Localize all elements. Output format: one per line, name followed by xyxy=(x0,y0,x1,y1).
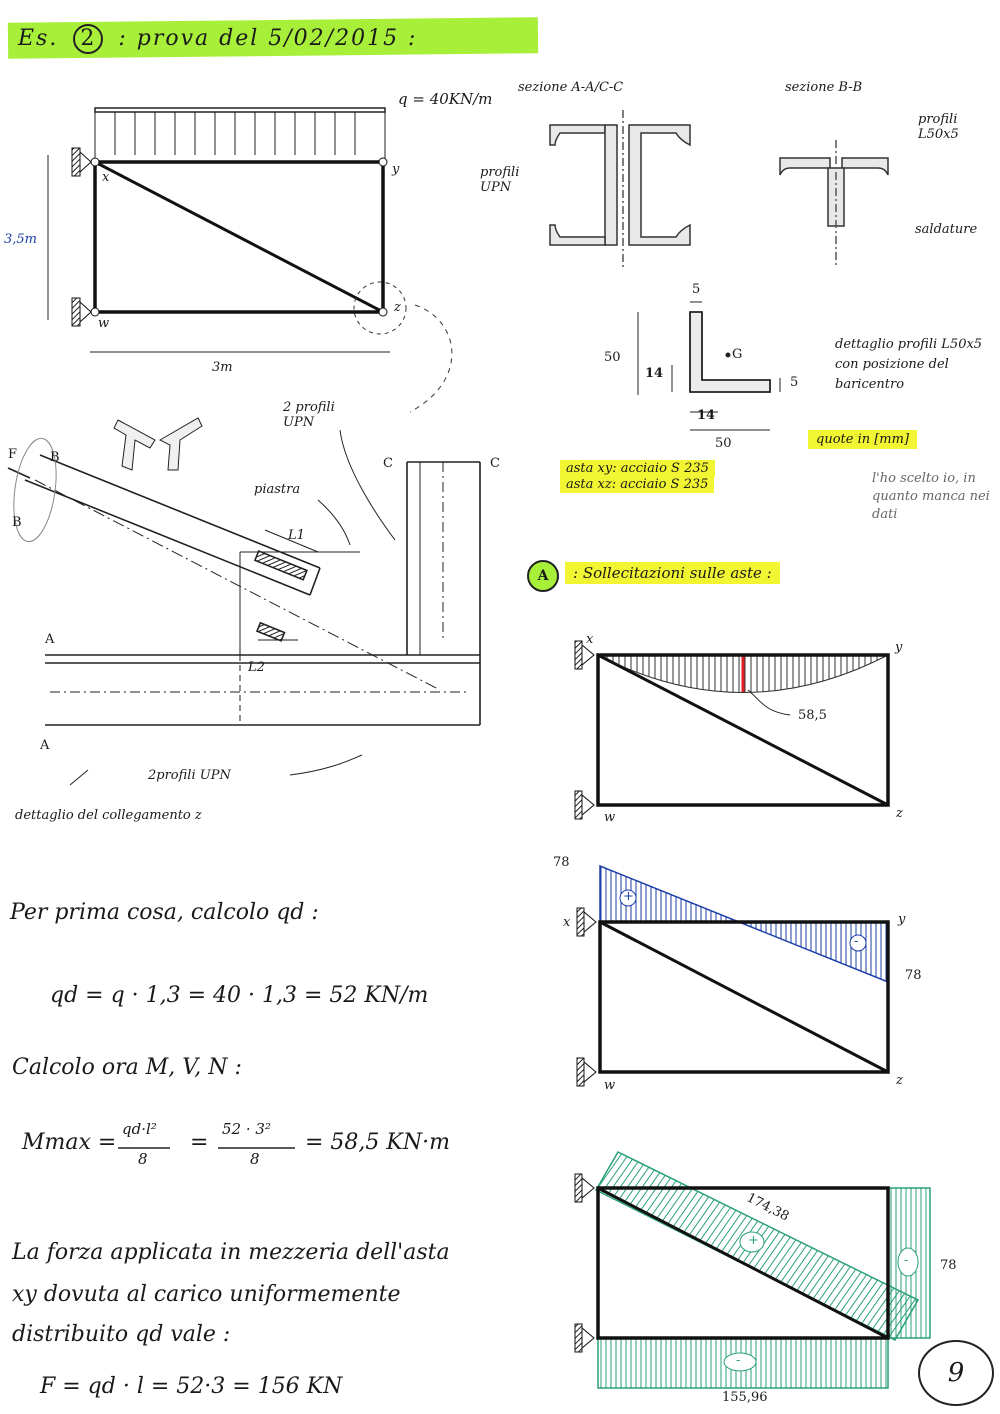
axial-right-value: 78 xyxy=(940,1258,957,1273)
a-top-label: A xyxy=(45,632,55,647)
saldature-label: saldature xyxy=(915,222,978,237)
axial-diag-value: 174,38 xyxy=(744,1190,792,1225)
dim-14-v: 14 xyxy=(645,366,664,381)
mmax-frac1-num: qd·l² xyxy=(122,1120,157,1138)
axial-minus-right: - xyxy=(904,1253,909,1268)
dim-50-left: 50 xyxy=(604,350,621,365)
calc-line-5: La forza applicata in mezzeria dell'asta xyxy=(12,1240,450,1265)
calc-line-7: distribuito qd vale : xyxy=(12,1322,231,1347)
connection-detail xyxy=(8,418,480,785)
dim-5-top: 5 xyxy=(692,282,701,297)
dim-50-bottom: 50 xyxy=(715,436,732,451)
force-f-label: F xyxy=(8,447,18,462)
calc-line-2: qd = q · 1,3 = 40 · 1,3 = 52 KN/m xyxy=(50,983,429,1008)
node-w: w xyxy=(98,316,110,331)
piastra-label: piastra xyxy=(254,482,301,497)
v-node-x: x xyxy=(563,915,571,930)
height-label: 3,5m xyxy=(4,232,38,247)
v-node-z: z xyxy=(896,1073,903,1088)
profili-l50-label: profili L50x5 xyxy=(918,112,959,142)
angle-note: dettaglio profili L50x5 con posizione del baricentro xyxy=(835,337,983,392)
material-note: l'ho scelto io, in quanto manca nei dati xyxy=(872,471,990,522)
mmax-result: = 58,5 KN·m xyxy=(305,1130,450,1155)
diagram-moment xyxy=(575,641,888,819)
shear-top-value: 78 xyxy=(553,855,570,870)
material-xz: asta xz: acciaio S 235 xyxy=(560,476,714,493)
connection-upn-bottom: 2profili UPN xyxy=(148,768,231,783)
material-xy: asta xy: acciaio S 235 xyxy=(560,460,715,477)
l2-label: L2 xyxy=(248,660,265,675)
page-number: 9 xyxy=(918,1340,994,1406)
b-top-label: B xyxy=(50,450,60,465)
section-a-title: : Sollecitazioni sulle aste : xyxy=(565,562,780,584)
v-node-y: y xyxy=(898,912,906,927)
frame-diagram xyxy=(48,108,452,412)
title-text: : prova del 5/02/2015 : xyxy=(118,26,418,51)
quote-label: quote in [mm] xyxy=(808,430,917,449)
centroid-label: G xyxy=(732,347,743,362)
shear-minus: - xyxy=(854,934,859,949)
shear-plus: + xyxy=(623,889,634,904)
a-bottom-label: A xyxy=(40,738,50,753)
m-node-y: y xyxy=(895,640,903,655)
section-aa xyxy=(550,110,690,270)
connection-upn-top: 2 profili UPN xyxy=(283,400,335,430)
v-node-w: w xyxy=(604,1078,616,1093)
mmax-frac2-num: 52 · 3² xyxy=(222,1120,271,1138)
moment-value: 58,5 xyxy=(798,708,827,723)
mmax-eq: = xyxy=(190,1130,209,1155)
calc-line-6: xy dovuta al carico uniformemente xyxy=(12,1282,401,1307)
shear-right-value: 78 xyxy=(905,968,922,983)
mmax-frac2-den: 8 xyxy=(250,1150,260,1168)
m-node-z: z xyxy=(896,806,903,821)
diagram-axial xyxy=(575,1152,930,1388)
dim-5-right: 5 xyxy=(790,375,799,390)
mmax-frac1-den: 8 xyxy=(138,1150,148,1168)
axial-minus-bottom: - xyxy=(736,1353,741,1368)
node-x: x xyxy=(102,170,110,185)
axial-plus: + xyxy=(748,1233,759,1248)
section-aa-title: sezione A-A/C-C xyxy=(518,80,624,95)
title-prefix: Es. xyxy=(18,26,59,51)
axial-bottom-value: 155,96 xyxy=(722,1390,768,1405)
profili-upn-label: profili UPN xyxy=(480,165,520,195)
connection-caption: dettaglio del collegamento z xyxy=(15,808,202,823)
l1-label: L1 xyxy=(288,528,305,543)
calc-line-3: Calcolo ora M, V, N : xyxy=(12,1055,242,1080)
width-label: 3m xyxy=(212,360,233,375)
node-z: z xyxy=(394,300,401,315)
calc-line-1: Per prima cosa, calcolo qd : xyxy=(10,900,319,925)
calc-line-8: F = qd · l = 52·3 = 156 KN xyxy=(40,1374,343,1399)
c-left-label: C xyxy=(383,456,393,471)
m-node-x: x xyxy=(586,632,594,647)
node-y: y xyxy=(392,162,400,177)
section-a-badge: A xyxy=(527,560,559,592)
section-bb xyxy=(780,140,888,268)
m-node-w: w xyxy=(604,810,616,825)
dim-14-h: 14 xyxy=(697,408,716,423)
mmax-lhs: Mmax = xyxy=(22,1130,117,1155)
c-right-label: C xyxy=(490,456,500,471)
exercise-number: 2 xyxy=(73,24,103,54)
b-bottom-label: B xyxy=(12,515,22,530)
section-bb-title: sezione B-B xyxy=(785,80,863,95)
load-label: q = 40KN/m xyxy=(398,90,493,108)
